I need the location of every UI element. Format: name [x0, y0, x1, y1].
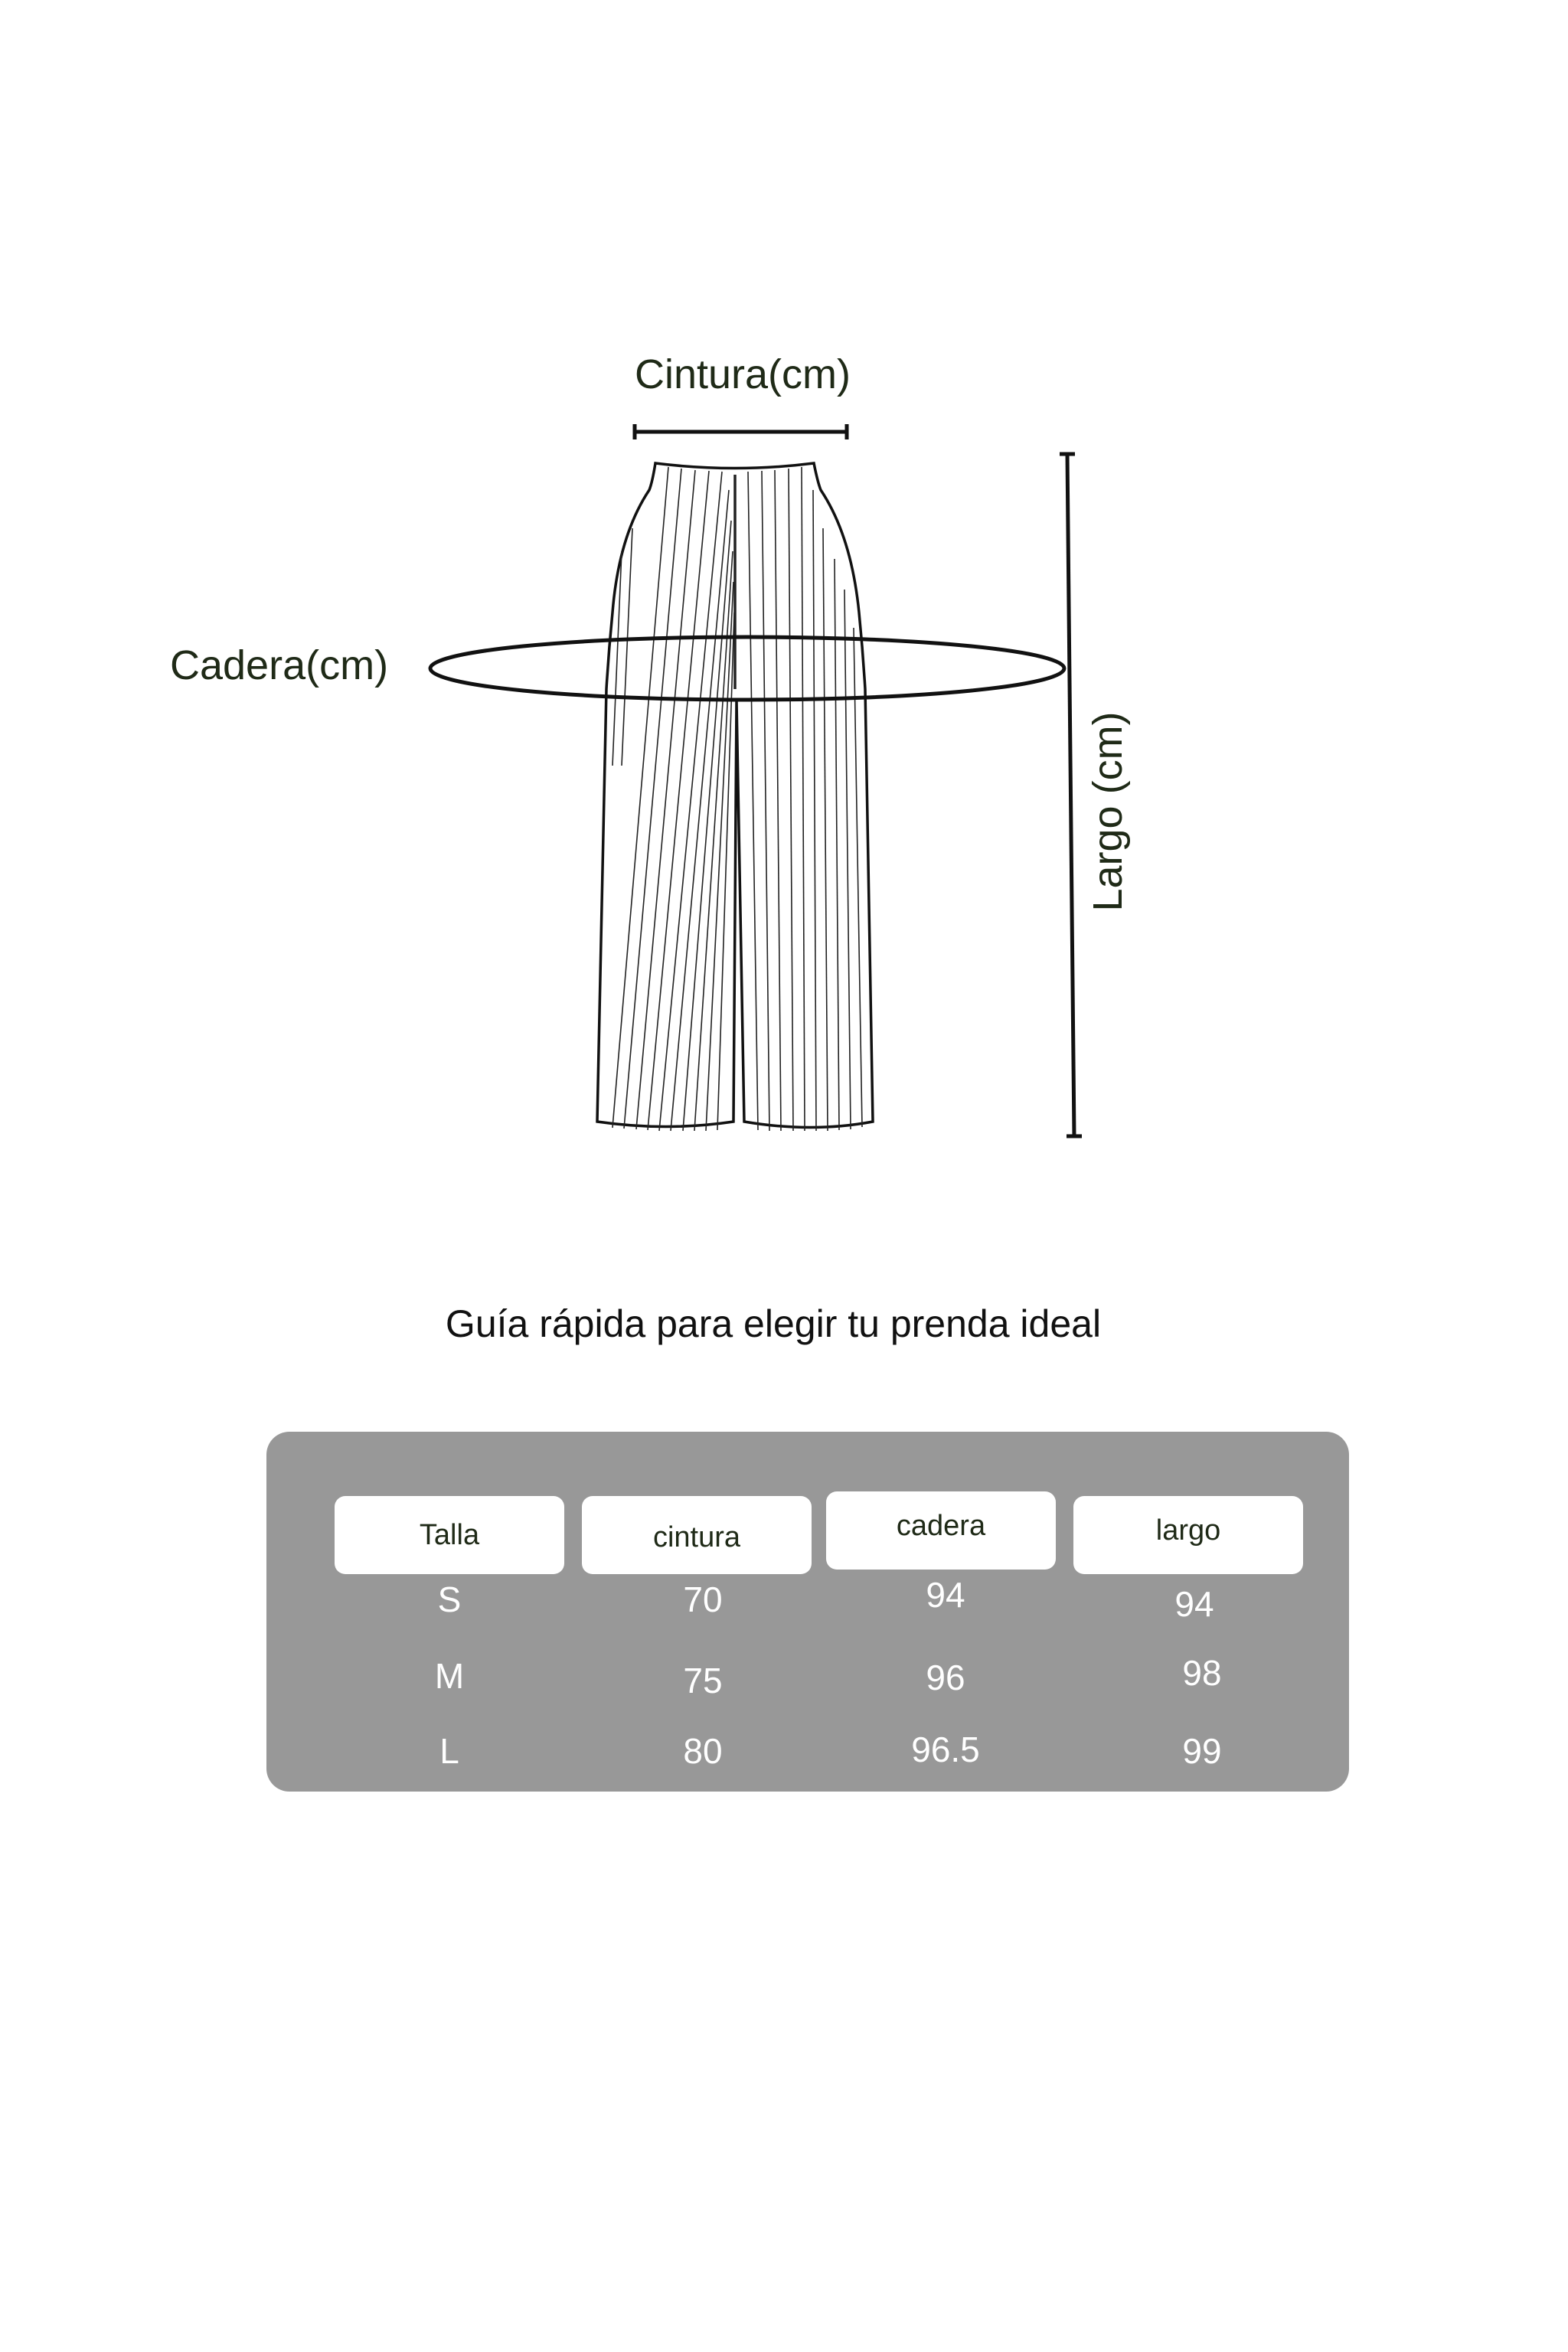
cell-cadera-s: 94 — [926, 1575, 965, 1615]
cell-largo-s: 94 — [1174, 1584, 1214, 1624]
header-cintura — [582, 1496, 812, 1574]
cell-talla-m: M — [434, 1656, 465, 1696]
waist-measure-bar — [635, 424, 847, 439]
cell-cintura-m: 75 — [683, 1661, 723, 1700]
header-label: largo — [1155, 1514, 1221, 1547]
cell-cintura-s: 70 — [683, 1579, 723, 1619]
guide-title: Guía rápida para elegir tu prenda ideal — [445, 1302, 1102, 1345]
header-cadera — [826, 1491, 1056, 1570]
cell-cadera-m: 96 — [926, 1658, 965, 1697]
cell-cadera-l: 96.5 — [911, 1730, 980, 1769]
header-label: cadera — [896, 1509, 986, 1542]
cell-cintura-l: 80 — [683, 1731, 723, 1771]
length-label: Largo (cm) — [1085, 711, 1131, 912]
header-largo — [1073, 1496, 1303, 1574]
size-table — [266, 1432, 1349, 1792]
header-label: cintura — [652, 1521, 741, 1553]
hip-label: Cadera(cm) — [170, 642, 389, 688]
header-label: Talla — [419, 1518, 480, 1551]
length-measure-bar — [1060, 454, 1082, 1136]
cell-talla-l: L — [439, 1731, 459, 1771]
waist-label: Cintura(cm) — [634, 351, 851, 397]
cell-talla-s: S — [437, 1579, 462, 1619]
header-talla — [335, 1496, 564, 1574]
cell-largo-m: 98 — [1182, 1653, 1222, 1693]
cell-largo-l: 99 — [1182, 1731, 1222, 1771]
